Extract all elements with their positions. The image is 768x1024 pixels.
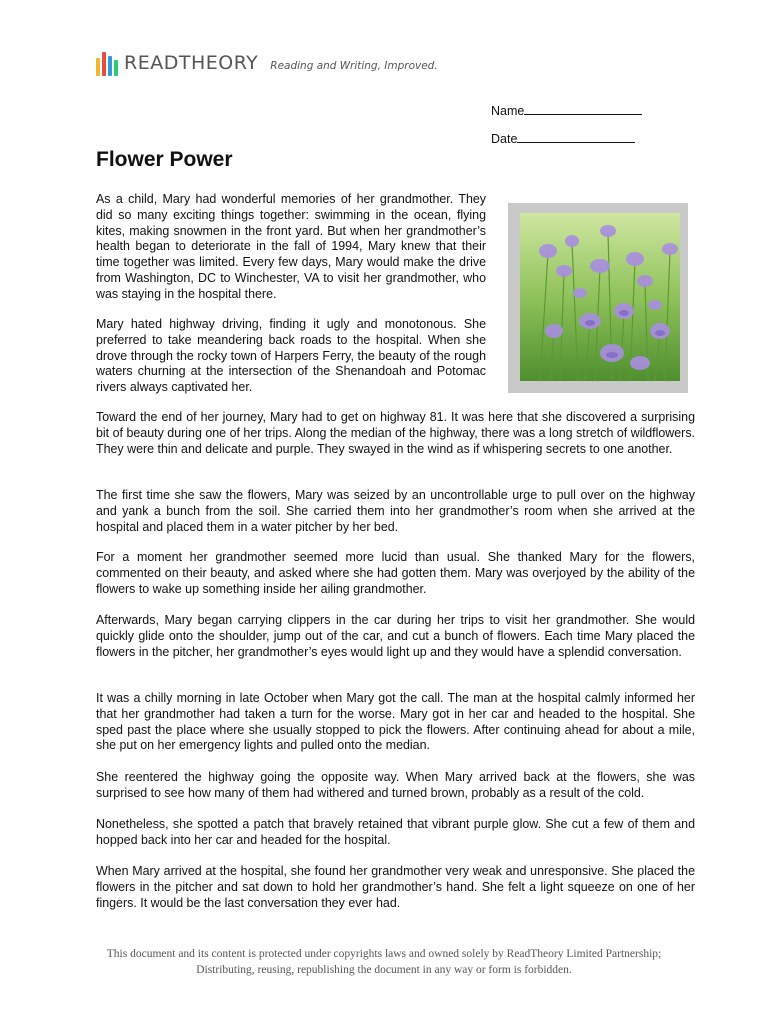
name-line	[524, 102, 642, 115]
paragraph-10: When Mary arrived at the hospital, she found her grandmother very weak and unresponsive. She placed the flowers in the pitcher and sat down to hold her grandmother’s hand. She felt a light squeeze on one of her fingers. It would be the last conversation they ever had.	[96, 864, 695, 910]
page-title: Flower Power	[96, 148, 233, 171]
paragraph-4: The first time she saw the flowers, Mary was seized by an uncontrollable urge to pull over on the highway and yank a bunch from the soil. She carried them into her grandmother’s room when she arrived at the hospital and placed them in a water pitcher by her bed.	[96, 488, 695, 534]
flower-photo-frame	[508, 203, 688, 393]
paragraph-5: For a moment her grandmother seemed more lucid than usual. She thanked Mary for the flowers, commented on their beauty, and asked where she had gotten them. Mary was overjoyed by the ability of the flowers to wake up something inside her ailing grandmother.	[96, 550, 695, 596]
paragraph-8: She reentered the highway going the opposite way. When Mary arrived back at the flowers, she was surprised to see how many of them had withered and turned brown, probably as a result of the cold.	[96, 770, 695, 800]
date-label: Date	[491, 132, 518, 146]
paragraph-3: Toward the end of her journey, Mary had to get on highway 81. It was here that she discovered a surprising bit of beauty during one of her trips. Along the median of the highway, there was a long stretch of wildflowers. They were thin and delicate and purple. They swayed in the wind as if whispering secrets to one another.	[96, 410, 695, 456]
paragraph-9: Nonetheless, she spotted a patch that bravely retained that vibrant purple glow. She cut a few of them and hopped back into her car and headed for the hospital.	[96, 817, 695, 847]
name-label: Name	[491, 104, 525, 118]
logo-text: READTHEORY	[124, 52, 259, 74]
paragraph-1: As a child, Mary had wonderful memories of her grandmother. They did so many exciting things together: swimming in the ocean, flying kites, making snowmen in the front yard. But when her grandmother’s health began to deteriorate in the fall of 1994, Mary knew that their time together was limited. Every few days, Mary would make the drive from Washington, DC to Winchester, VA to visit her grandmother, who was staying in the hospital there.	[96, 192, 486, 301]
copyright-footer: This document and its content is protected under copyrights laws and owned solely by ReadTheory Limited Partnership; Distributing, reusing, republishing the document in any way or form is forbidden.	[106, 948, 662, 976]
books-icon	[96, 50, 118, 76]
readtheory-logo	[96, 48, 438, 78]
name-field[interactable]	[491, 102, 642, 118]
date-line	[517, 130, 635, 143]
paragraph-6: Afterwards, Mary began carrying clippers in the car during her trips to visit her grandmother. She would quickly glide onto the shoulder, jump out of the car, and cut a bunch of flowers. Each time Mary placed the flowers in the pitcher, her grandmother’s eyes would light up and they would have a splendid conversation.	[96, 613, 695, 659]
paragraph-7: It was a chilly morning in late October when Mary got the call. The man at the hospital calmly informed her that her grandmother had taken a turn for the worse. Mary got in her car and headed to the hospital. She sped past the place where she usually stopped to pick the flowers. After continuing ahead for about a mile, she put on her emergency lights and pulled onto the median.	[96, 691, 695, 753]
logo-tagline: Reading and Writing, Improved.	[270, 59, 438, 72]
date-field[interactable]	[491, 130, 635, 146]
paragraph-2: Mary hated highway driving, finding it ugly and monotonous. She preferred to take meandering back roads to the hospital. When she drove through the rocky town of Harpers Ferry, the beauty of the rough waters churning at the intersection of the Shenandoah and Potomac rivers always captivated her.	[96, 317, 486, 395]
flower-photo	[520, 213, 680, 381]
